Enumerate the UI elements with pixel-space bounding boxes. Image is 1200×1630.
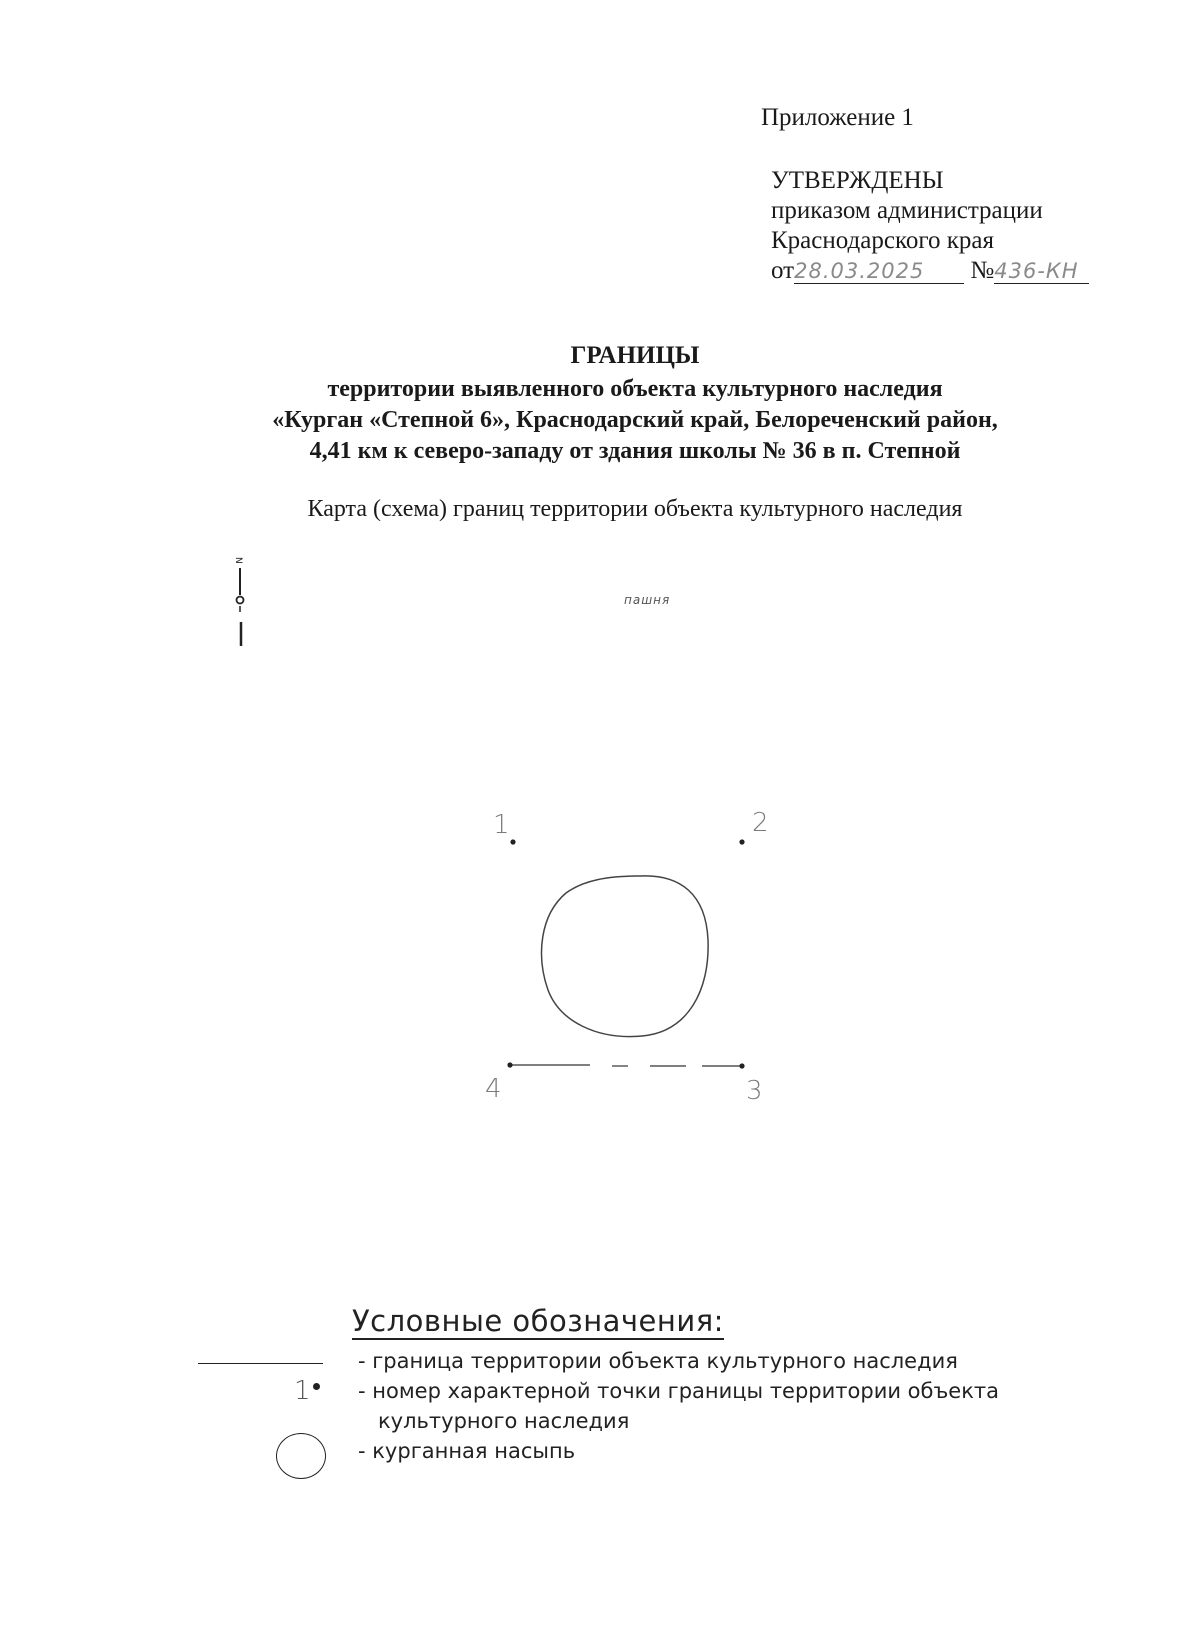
north-label: N: [233, 557, 243, 564]
boundary-point-1: [510, 839, 515, 844]
approved-region: Краснодарского края: [771, 227, 994, 254]
appendix-label: Приложение 1: [761, 104, 914, 131]
point-label-4: 4: [485, 1074, 502, 1104]
legend-item-mound: - курганная насыпь: [358, 1439, 576, 1463]
boundary-point-4: [507, 1062, 512, 1067]
legend-item-point: - номер характерной точки границы территории объекта: [358, 1379, 1000, 1403]
point-marker-icon: [313, 1383, 320, 1390]
title-line-3: 4,41 км к северо-западу от здания школы № 36 в п. Степной: [309, 438, 961, 464]
approved-heading: УТВЕРЖДЕНЫ: [771, 167, 944, 194]
date-prefix: от: [771, 257, 795, 284]
order-number: 436-КН: [994, 259, 1079, 283]
title-main: ГРАНИЦЫ: [570, 342, 700, 369]
boundary-point-3: [739, 1063, 744, 1068]
point-label-2: 2: [752, 808, 769, 838]
map-subtitle: Карта (схема) границ территории объекта культурного наследия: [307, 496, 963, 522]
boundary-point-2: [739, 839, 744, 844]
legend-item-boundary: - граница территории объекта культурного наследия: [358, 1349, 958, 1373]
legend-point-number: 1: [294, 1376, 311, 1406]
mound-circle-icon: [276, 1433, 326, 1479]
point-label-3: 3: [746, 1076, 763, 1106]
number-prefix: №: [970, 257, 995, 284]
title-line-2: «Курган «Степной 6», Краснодарский край, Белореченский район,: [272, 407, 998, 433]
legend-title: Условные обозначения:: [352, 1304, 724, 1338]
boundary-line: [510, 1065, 742, 1066]
point-label-1: 1: [493, 810, 510, 840]
boundary-line-icon: [198, 1363, 323, 1364]
title-line-1: территории выявленного объекта культурного наследия: [327, 376, 943, 402]
legend-item-point-cont: культурного наследия: [378, 1409, 630, 1433]
burial-mound: [542, 876, 709, 1037]
area-label-arable: пашня: [624, 593, 671, 607]
order-date: 28.03.2025: [794, 259, 925, 283]
approved-by-order: приказом администрации: [771, 197, 1043, 224]
